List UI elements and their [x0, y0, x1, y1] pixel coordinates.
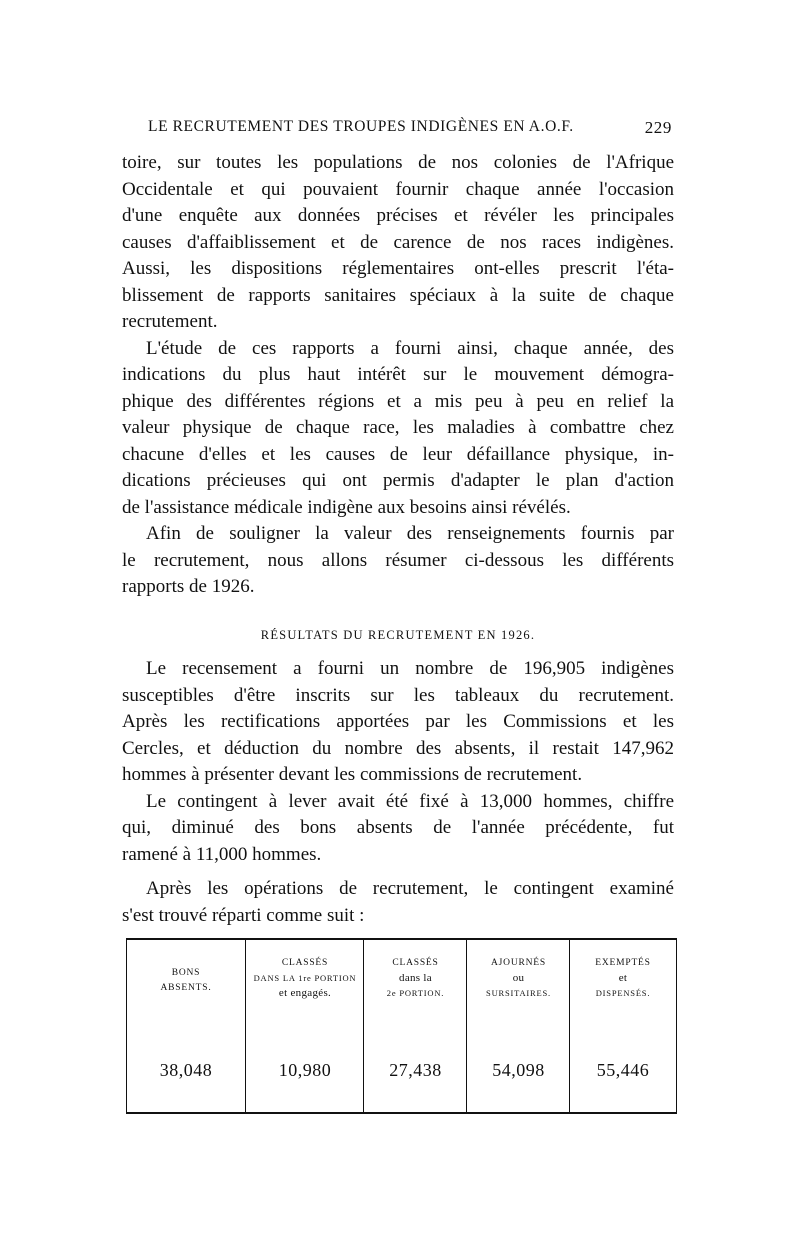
- text-line: le recrutement, nous allons résumer ci-dessous les différents: [122, 549, 674, 571]
- header-line: dans la: [399, 972, 432, 984]
- header-line: ou: [512, 972, 525, 984]
- header-line: et: [618, 972, 628, 984]
- text-line: toire, sur toutes les populations de nos colonies de l'Afrique: [122, 152, 674, 173]
- text-line: indications du plus haut intérêt sur le mouvement démogra-: [122, 364, 674, 385]
- text-line: s'est trouvé réparti comme suit :: [122, 904, 365, 926]
- text-line: de l'assistance médicale indigène aux besoins ainsi révélés.: [122, 496, 571, 518]
- header-line: EXEMPTÉS: [595, 958, 651, 968]
- text-line: Après les rectifications apportées par les Commissions et les: [122, 711, 674, 732]
- header-line: CLASSÉS: [281, 958, 329, 968]
- running-head-title: LE RECRUTEMENT DES TROUPES INDIGÈNES EN A.O.F.: [148, 118, 574, 135]
- text-line: phique des différentes régions et a mis peu à peu en relief la: [122, 390, 674, 412]
- header-line: et engagés.: [278, 987, 332, 999]
- header-line: SURSITAIRES.: [486, 988, 551, 998]
- paragraph: [122, 521, 674, 601]
- text-line: Occidentale et qui pouvaient fournir chaque année l'occasion: [122, 178, 674, 200]
- column-header: [364, 956, 467, 1001]
- column-header: [467, 956, 570, 1001]
- text-line: susceptibles d'être inscrits sur les tableaux du recrutement.: [122, 684, 674, 706]
- header-line: BONS: [171, 968, 201, 978]
- paragraph: [122, 656, 674, 789]
- text-line: d'une enquête aux données précises et révéler les principales: [122, 205, 674, 226]
- text-line: ramené à 11,000 hommes.: [122, 843, 322, 865]
- text-line: Cercles, et déduction du nombre des absents, il restait 147,962: [122, 737, 674, 759]
- text-line: Aussi, les dispositions réglementaires ont-elles prescrit l'éta-: [122, 258, 674, 279]
- column-header: [127, 966, 245, 996]
- header-line: DANS LA 1re PORTION: [253, 973, 357, 983]
- page-number: 229: [644, 118, 672, 137]
- text-line: Le recensement a fourni un nombre de 196,905 indigènes: [146, 658, 674, 679]
- table-column-classes-2e-portion: [363, 940, 467, 1112]
- header-line: AJOURNÉS: [491, 958, 546, 968]
- text-line: Après les opérations de recrutement, le contingent examiné: [146, 878, 674, 899]
- table-column-ajournes: [466, 940, 570, 1112]
- header-line: CLASSÉS: [392, 958, 439, 968]
- table-cell-value: 38,048: [159, 1060, 213, 1080]
- table-column-bons-absents: [127, 940, 245, 1112]
- text-line: blissement de rapports sanitaires spéciaux à la suite de chaque: [122, 284, 674, 306]
- paragraph: [122, 789, 674, 869]
- column-header: [570, 956, 676, 1001]
- table-cell-value: 54,098: [492, 1060, 545, 1080]
- text-line: qui, diminué des bons absents de l'année précédente, fut: [122, 817, 674, 838]
- table-column-exemptes: [569, 940, 676, 1112]
- header-line: ABSENTS.: [160, 983, 212, 993]
- paragraph: [122, 150, 674, 336]
- results-table: [126, 938, 677, 1114]
- text-line: Afin de souligner la valeur des renseignements fournis par: [146, 523, 674, 544]
- header-line: DISPENSÉS.: [595, 988, 651, 998]
- table-cell-value: 55,446: [596, 1060, 650, 1080]
- text-line: rapports de 1926.: [122, 576, 255, 597]
- text-line: hommes à présenter devant les commissions de recrutement.: [122, 764, 583, 785]
- body-text-top: [122, 150, 674, 601]
- text-line: causes d'affaiblissement et de carence de nos races indigènes.: [122, 231, 674, 253]
- section-heading: RÉSULTATS DU RECRUTEMENT EN 1926.: [260, 628, 536, 642]
- table-cell-value: 27,438: [389, 1060, 442, 1080]
- header-line: 2e PORTION.: [386, 988, 445, 998]
- paragraph: [122, 876, 674, 929]
- body-text-bottom: [122, 656, 674, 929]
- text-line: valeur physique de chaque race, les maladies à combattre chez: [122, 417, 674, 438]
- text-line: L'étude de ces rapports a fourni ainsi, chaque année, des: [146, 337, 674, 359]
- text-line: dications précieuses qui ont permis d'adapter le plan d'action: [122, 470, 674, 491]
- table-column-classes-1re-portion: [245, 940, 364, 1112]
- text-line: Le contingent à lever avait été fixé à 13,000 hommes, chiffre: [146, 790, 674, 812]
- text-line: chacune d'elles et les causes de leur défaillance physique, in-: [122, 443, 674, 465]
- table-cell-value: 10,980: [278, 1060, 332, 1080]
- running-head: [148, 118, 672, 137]
- paragraph: [122, 336, 674, 522]
- column-header: [246, 956, 364, 1001]
- text-line: recrutement.: [122, 311, 218, 332]
